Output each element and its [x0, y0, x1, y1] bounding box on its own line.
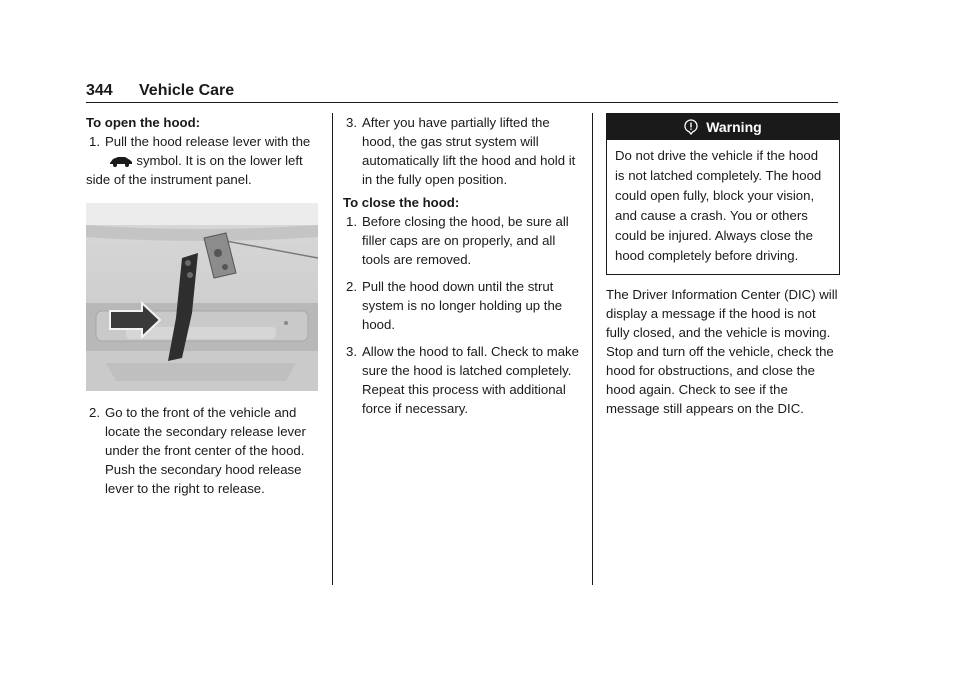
page-number: 344 [86, 82, 113, 99]
dic-paragraph: The Driver Information Center (DIC) will display a message if the hood is not fully closed, and the vehicle is moving. Stop and turn off the vehicle, check the hood for obstructions, and close the hood again. Check to see if the message still appears on the DIC. [606, 287, 838, 416]
step-text: Go to the front of the vehicle and locate the secondary release lever under the front center of the hood. Push the secondary hood release lever to the right to release. [105, 405, 306, 496]
warning-header [607, 114, 839, 140]
warning-icon [684, 119, 698, 135]
column-1 [86, 113, 322, 506]
page-header [86, 82, 838, 103]
hood-release-lever-photo [86, 203, 318, 391]
step-text: After you have partially lifted the hood, the gas strut system will automatically lift the hood and hold it in the fully open position. [362, 115, 576, 187]
warning-text: Do not drive the vehicle if the hood is not latched completely. The hood could open fully, block your vision, and cause a crash. You or others could be injured. Always close the hood completely before driving. [615, 148, 822, 263]
column-divider-2 [592, 113, 593, 585]
step-text: Allow the hood to fall. Check to make sure the hood is latched completely. Repeat this process with additional force if necessary. [362, 344, 579, 416]
step-text: Pull the hood down until the strut system is no longer holding up the hood. [362, 279, 563, 332]
close-step-1 [343, 212, 581, 269]
close-step-3 [343, 342, 581, 418]
open-step-3 [343, 113, 581, 189]
step-number: 1. [346, 214, 357, 229]
open-step-1 [86, 132, 322, 151]
step-number: 3. [346, 115, 357, 130]
section-title: Vehicle Care [139, 82, 235, 99]
open-hood-subhead: To open the hood: [86, 115, 201, 130]
column-3 [606, 113, 840, 418]
close-step-2 [343, 277, 581, 334]
close-hood-subhead: To close the hood: [343, 195, 460, 210]
step-text: Before closing the hood, be sure all filler caps are on properly, and all tools are removed. [362, 214, 569, 267]
column-2 [343, 113, 581, 426]
column-divider-1 [332, 113, 333, 585]
warning-title: Warning [706, 119, 762, 135]
vehicle-symbol-icon [109, 155, 133, 167]
open-step-1-continued: symbol. It is on the lower left side of the instrument panel. [86, 153, 303, 187]
step-number: 1. [89, 134, 100, 149]
step-number: 2. [89, 405, 100, 420]
warning-box [606, 113, 840, 275]
step-number: 2. [346, 279, 357, 294]
step-text: Pull the hood release lever with the [105, 134, 311, 149]
step-number: 3. [346, 344, 357, 359]
open-step-2 [86, 403, 322, 498]
